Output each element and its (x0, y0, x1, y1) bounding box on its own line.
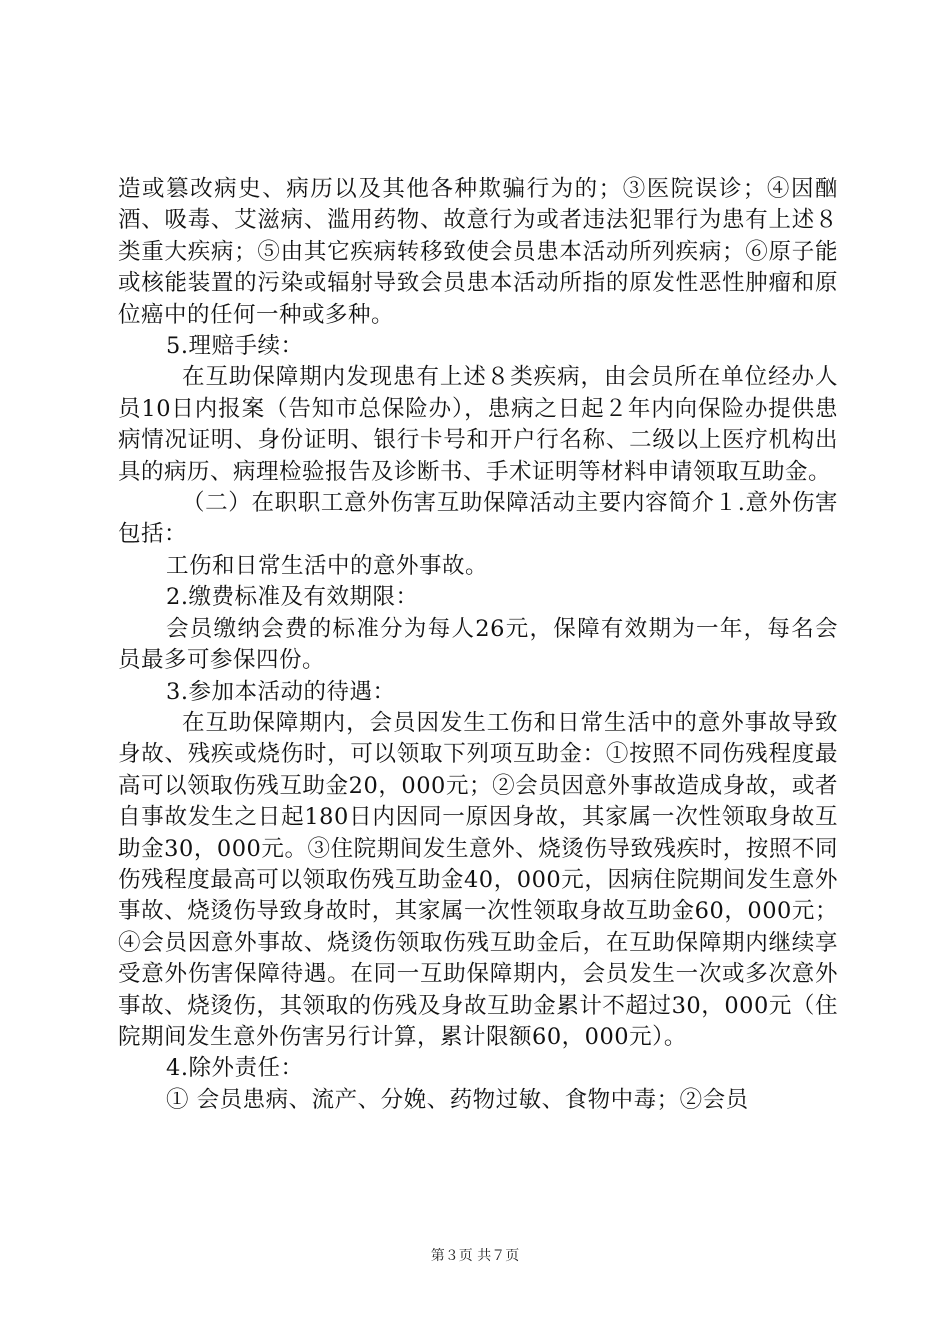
heading-claims-procedure: 5.理赔手续： (166, 333, 304, 360)
paragraph-claims-procedure: 在互助保障期内发现患有上述８类疾病，由会员所在单位经办人员10日内报案（告知市总保险办），患病之日起２年内向保险办提供患病情况证明、身份证明、银行卡号和开户行名称、二级以上医疗机构出具的病历、病理检验报告及诊断书、手术证明等材料申请领取互助金。 (118, 364, 838, 485)
paragraph-accident-scope: 工伤和日常生活中的意外事故。 (166, 552, 489, 579)
document-body (118, 174, 838, 1116)
heading-fee-standard: 2.缴费标准及有效期限： (166, 584, 419, 611)
paragraph-benefits: 在互助保障期内，会员因发生工伤和日常生活中的意外事故导致身故、残疾或烧伤时，可以领取下列项互助金：①按照不同伤残程度最高可以领取伤残互助金20，000元；②会员因意外事故造成身故，或者自事故发生之日起180日内因同一原因身故，其家属一次性领取身故互助金30，000元。③住院期间发生意外、烧烫伤导致残疾时，按照不同伤残程度最高可以领取伤残互助金40，000元，因病住院期间发生意外事故、烧烫伤导致身故时，其家属一次性领取身故互助金60，000元；④会员因意外事故、烧烫伤领取伤残互助金后，在互助保障期内继续享受意外伤害保障待遇。在同一互助保障期内，会员发生一次或多次意外事故、烧烫伤，其领取的伤残及身故互助金累计不超过30，000元（住院期间发生意外伤害另行计算，累计限额60，000元）。 (118, 709, 838, 1050)
page-number-footer: 第３页 共７页 (430, 1248, 520, 1264)
heading-benefits: 3.参加本活动的待遇： (166, 678, 396, 705)
heading-exclusions: 4.除外责任： (166, 1055, 304, 1082)
paragraph-exclusions: ① 会员患病、流产、分娩、药物过敏、食物中毒；②会员 (166, 1086, 749, 1113)
paragraph-exclusions-continued: 造或篡改病史、病历以及其他各种欺骗行为的；③医院误诊；④因酗酒、吸毒、艾滋病、滥用药物、故意行为或者违法犯罪行为患有上述８类重大疾病；⑤由其它疾病转移致使会员患本活动所列疾病；⑥原子能或核能装置的污染或辐射导致会员患本活动所指的原发性恶性肿瘤和原位癌中的任何一种或多种。 (118, 176, 838, 328)
paragraph-fee-standard: 会员缴纳会费的标准分为每人26元，保障有效期为一年，每名会员最多可参保四份。 (118, 615, 838, 674)
heading-accident-section: （二）在职职工意外伤害互助保障活动主要内容简介１.意外伤害包括： (118, 490, 838, 548)
